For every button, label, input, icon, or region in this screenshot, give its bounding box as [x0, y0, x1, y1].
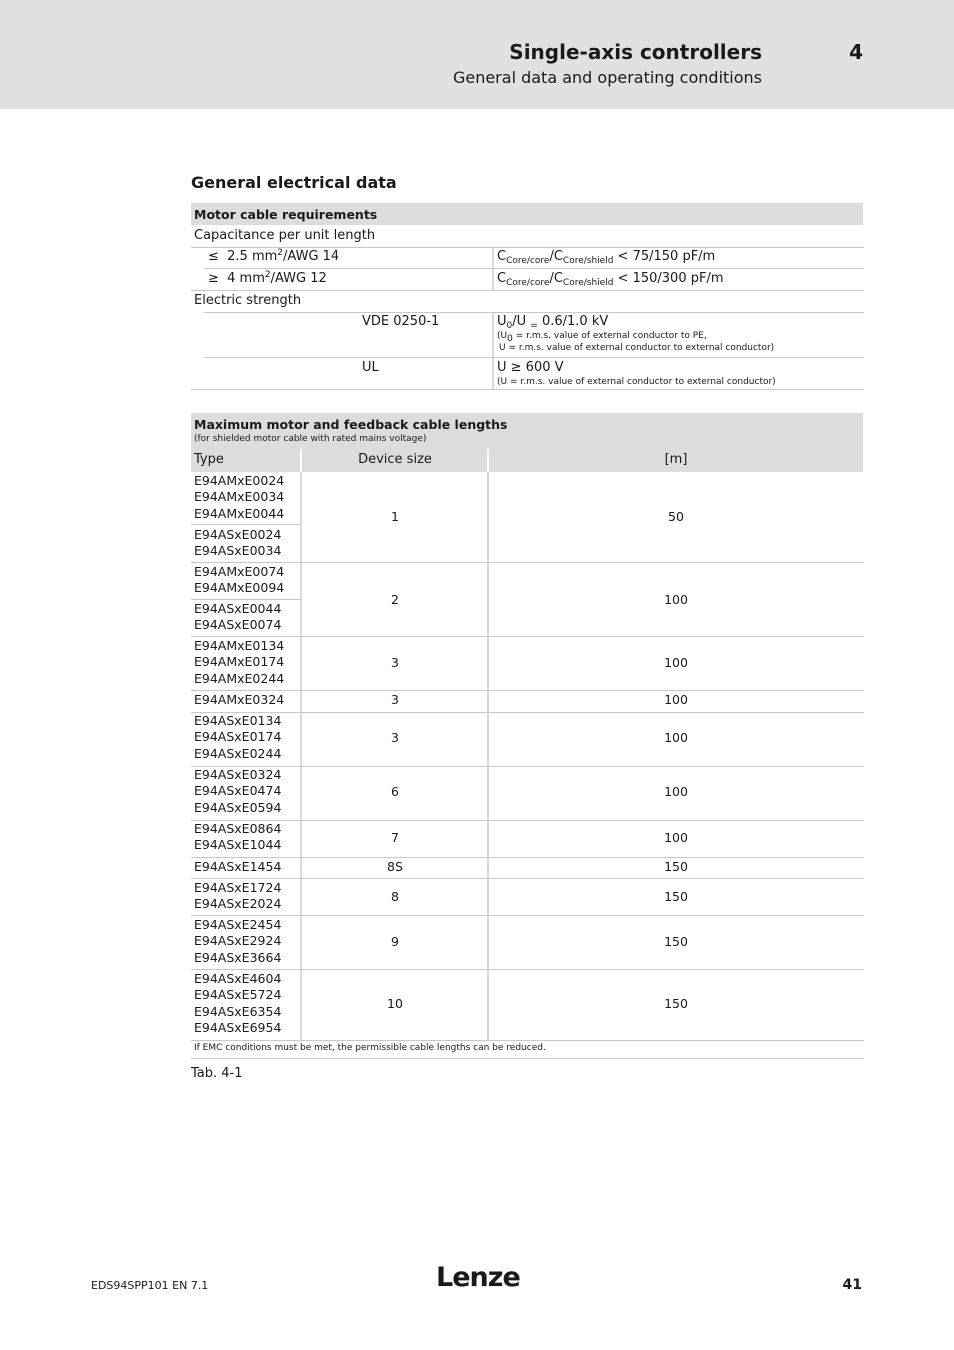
divider	[191, 820, 864, 821]
table-row	[194, 821, 281, 854]
type-cell: E94AMxE0034	[194, 489, 285, 505]
table2-subtitle: (for shielded motor cable with rated mains voltage)	[194, 434, 427, 444]
row2-value: $C_{Core/core}/C_{Core/shield} < 150/300$ pF/m	[497, 271, 724, 288]
divider	[487, 449, 489, 472]
divider	[191, 690, 864, 691]
cable-length-cell: 150	[664, 889, 688, 904]
type-cell: E94ASxE2924	[194, 933, 282, 949]
type-cell: E94ASxE0174	[194, 729, 282, 745]
column-header-type: Type	[194, 452, 224, 467]
divider	[204, 312, 864, 313]
divider	[487, 472, 489, 1040]
type-cell: E94ASxE0044	[194, 601, 282, 616]
type-cell: E94ASxE0024	[194, 527, 282, 542]
table-row	[194, 917, 281, 966]
cable-length-cell: 100	[664, 592, 688, 607]
type-cell: E94ASxE0244	[194, 745, 282, 761]
divider	[191, 969, 864, 970]
vde-value: $U_0/U$ $_=$ 0.6/1.0 kV	[497, 314, 609, 331]
chapter-title: Single-axis controllers	[509, 40, 762, 64]
row2-condition: ≥ 4 $mm^2$/AWG 12	[208, 270, 327, 286]
divider	[191, 915, 864, 916]
divider	[191, 857, 864, 858]
divider	[492, 248, 494, 269]
type-cell: E94AMxE0044	[194, 505, 285, 521]
cable-length-cell: 100	[664, 655, 688, 670]
table-row	[194, 767, 281, 816]
table-row	[194, 601, 281, 634]
table-row	[194, 971, 281, 1037]
cable-length-cell: 150	[664, 934, 688, 949]
divider	[191, 1058, 864, 1059]
cable-length-cell: 150	[664, 859, 688, 874]
table-footnote: If EMC conditions must be met, the permissible cable lengths can be reduced.	[194, 1043, 546, 1053]
table-row	[194, 713, 281, 762]
table-row	[194, 880, 281, 913]
device-size-cell: 2	[391, 592, 399, 607]
capacitance-label: Capacitance per unit length	[194, 228, 376, 243]
type-cell: E94ASxE0474	[194, 783, 282, 799]
divider	[300, 472, 302, 1040]
section-heading: General electrical data	[191, 173, 397, 192]
row1-condition: ≤ 2.5 $mm^2$/AWG 14	[208, 248, 340, 264]
divider	[191, 290, 864, 291]
document-id: EDS94SPP101 EN 7.1	[91, 1279, 209, 1292]
table-row	[194, 564, 284, 597]
row1-value: $C_{Core/core}/C_{Core/shield} < 75/150$ pF/m	[497, 249, 716, 266]
divider	[204, 357, 864, 358]
type-cell: E94ASxE0074	[194, 617, 282, 633]
cable-length-cell: 100	[664, 784, 688, 799]
strength-label: Electric strength	[194, 293, 302, 308]
device-size-cell: 1	[391, 509, 399, 524]
divider	[191, 636, 864, 637]
device-size-cell: 3	[391, 730, 399, 745]
header-band	[0, 0, 954, 109]
type-cell: E94AMxE0024	[194, 473, 285, 488]
column-header-length: [m]	[664, 452, 688, 467]
divider	[492, 358, 494, 390]
divider	[300, 449, 302, 472]
vde-label: VDE 0250-1	[362, 314, 440, 329]
table-row	[194, 692, 284, 708]
type-cell: E94AMxE0094	[194, 580, 285, 596]
type-cell: E94ASxE1724	[194, 880, 282, 895]
type-cell: E94AMxE0324	[194, 692, 285, 707]
cable-length-cell: 150	[664, 996, 688, 1011]
type-cell: E94ASxE0594	[194, 799, 282, 815]
divider	[191, 562, 864, 563]
table2-title: Maximum motor and feedback cable lengths	[194, 417, 508, 432]
device-size-cell: 8	[391, 889, 399, 904]
divider	[191, 524, 300, 525]
lenze-logo: Lenze	[436, 1262, 520, 1293]
divider	[191, 599, 300, 600]
cable-length-cell: 50	[668, 509, 684, 524]
type-cell: E94ASxE2454	[194, 917, 282, 932]
page-number: 41	[842, 1277, 862, 1293]
vde-note-1: ($U_0 = r.m.s$. value of external conductor to PE,	[497, 331, 707, 344]
divider	[492, 313, 494, 358]
type-cell: E94ASxE0034	[194, 543, 282, 559]
type-cell: E94ASxE1454	[194, 859, 282, 874]
divider	[191, 766, 864, 767]
type-cell: E94ASxE6954	[194, 1020, 282, 1036]
ul-label: UL	[362, 360, 379, 375]
cable-length-cell: 100	[664, 830, 688, 845]
type-cell: E94ASxE5724	[194, 987, 282, 1003]
type-cell: E94AMxE0174	[194, 654, 285, 670]
divider	[191, 247, 864, 248]
type-cell: E94ASxE4604	[194, 971, 282, 986]
device-size-cell: 6	[391, 784, 399, 799]
type-cell: E94ASxE0134	[194, 713, 282, 728]
table-row	[194, 527, 281, 560]
table-row	[194, 638, 284, 687]
chapter-subtitle: General data and operating conditions	[452, 68, 762, 87]
device-size-cell: 7	[391, 830, 399, 845]
divider	[204, 268, 864, 269]
chapter-number: 4	[849, 40, 863, 64]
divider	[191, 389, 864, 390]
divider	[191, 1040, 864, 1041]
cable-length-cell: 100	[664, 730, 688, 745]
device-size-cell: 3	[391, 692, 399, 707]
divider	[492, 269, 494, 291]
ul-value: U ≥ 600 V	[497, 360, 564, 375]
ul-note: (U = r.m.s. value of external conductor to external conductor)	[497, 377, 776, 387]
device-size-cell: 9	[391, 934, 399, 949]
vde-note-2: U = r.m.s. value of external conductor to external conductor)	[499, 343, 775, 353]
type-cell: E94ASxE0324	[194, 767, 282, 782]
table-row	[194, 473, 284, 522]
table1-title: Motor cable requirements	[194, 207, 378, 222]
table-row	[194, 859, 281, 875]
column-header-device-size: Device size	[358, 452, 432, 467]
table-caption: Tab. 4-1	[191, 1066, 243, 1081]
type-cell: E94AMxE0244	[194, 670, 285, 686]
type-cell: E94ASxE1044	[194, 837, 282, 853]
divider	[191, 878, 864, 879]
type-cell: E94ASxE0864	[194, 821, 282, 836]
device-size-cell: 3	[391, 655, 399, 670]
device-size-cell: 10	[387, 996, 403, 1011]
type-cell: E94ASxE6354	[194, 1003, 282, 1019]
device-size-cell: 8S	[387, 859, 403, 874]
type-cell: E94AMxE0074	[194, 564, 285, 579]
divider	[191, 712, 864, 713]
cable-length-cell: 100	[664, 692, 688, 707]
type-cell: E94ASxE2024	[194, 896, 282, 912]
type-cell: E94ASxE3664	[194, 949, 282, 965]
type-cell: E94AMxE0134	[194, 638, 285, 653]
